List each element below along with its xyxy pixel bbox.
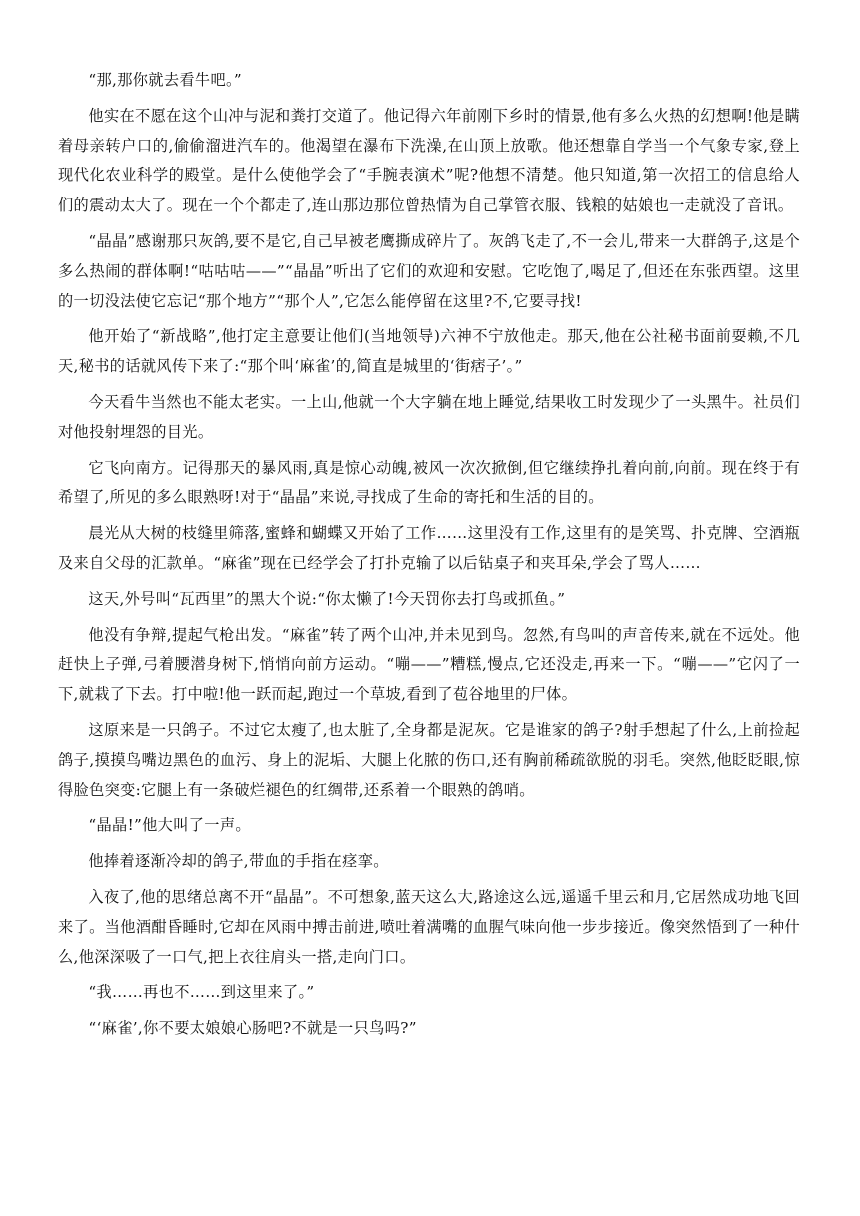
- paragraph: 他实在不愿在这个山冲与泥和粪打交道了。他记得六年前刚下乡时的情景,他有多么火热的幻想啊!他是瞒着母亲转户口的,偷偷溜进汽车的。他渴望在瀑布下洗澡,在山顶上放歌。他还想靠自学当一个气象专家,登上现代化农业科学的殿堂。是什么使他学会了“手腕表演术”呢?他想不清楚。他只知道,第一次招工的信息给人们的震动太大了。现在一个个都走了,连山那边那位曾热情为自己掌管衣服、钱粮的姑娘也一走就没了音讯。: [58, 106, 800, 215]
- paragraph: 这天,外号叫“瓦西里”的黑大个说:“你太懒了!今天罚你去打鸟或抓鱼。”: [88, 589, 566, 608]
- paragraph: 他没有争辩,提起气枪出发。“麻雀”转了两个山冲,并未见到鸟。忽然,有鸟叫的声音传来,就在不远处。他赶快上子弹,弓着腰潜身树下,悄悄向前方运动。“嘣——”糟糕,慢点,它还没走,再来一下。“嘣——”它闪了一下,就栽了下去。打中啦!他一跃而起,跑过一个草坡,看到了苞谷地里的尸体。: [58, 625, 800, 704]
- paragraph: 它飞向南方。记得那天的暴风雨,真是惊心动魄,被风一次次掀倒,但它继续挣扎着向前,向前。现在终于有希望了,所见的多么眼熟呀!对于“晶晶”来说,寻找成了生命的寄托和生活的目的。: [58, 458, 800, 507]
- paragraph: “那,那你就去看牛吧。”: [88, 71, 243, 89]
- paragraph: “我……再也不……到这里来了。”: [88, 983, 315, 1002]
- paragraph: “‘麻雀’,你不要太娘娘心肠吧?不就是一只鸟吗?”: [88, 1019, 417, 1038]
- paragraph: 他开始了“新战略”,他打定主意要让他们(当地领导)六神不宁放他走。那天,他在公社秘书面前耍赖,不几天,秘书的话就风传下来了:“那个叫‘麻雀’的,简直是城里的‘街痞子’。”: [58, 327, 800, 376]
- paragraph: 这原来是一只鸽子。不过它太瘦了,也太脏了,全身都是泥灰。它是谁家的鸽子?射手想起了什么,上前捡起鸽子,摸摸鸟嘴边黑色的血污、身上的泥垢、大腿上化脓的伤口,还有胸前稀疏欲脱的羽毛。突然,他眨眨眼,惊得脸色突变:它腿上有一条破烂褪色的红绸带,还系着一个眼熟的鸽哨。: [58, 720, 800, 799]
- paragraph: 晨光从大树的枝缝里筛落,蜜蜂和蝴蝶又开始了工作……这里没有工作,这里有的是笑骂、扑克牌、空酒瓶及来自父母的汇款单。“麻雀”现在已经学会了打扑克输了以后钻桌子和夹耳朵,学会了骂人……: [58, 524, 800, 572]
- paragraph: 入夜了,他的思绪总离不开“晶晶”。不可想象,蓝天这么大,路途这么远,遥遥千里云和月,它居然成功地飞回来了。当他酒酣昏睡时,它却在风雨中搏击前进,喷吐着满嘴的血腥气味向他一步步接近。像突然悟到了一种什么,他深深吸了一口气,把上衣往肩头一搭,走向门口。: [58, 887, 800, 966]
- paragraph: “晶晶!”他大叫了一声。: [88, 816, 251, 835]
- paragraph: 他捧着逐渐冷却的鸽子,带血的手指在痉挛。: [88, 852, 389, 871]
- paragraph: “晶晶”感谢那只灰鸽,要不是它,自己早被老鹰撕成碎片了。灰鸽飞走了,不一会儿,带来一大群鸽子,这是个多么热闹的群体啊!“咕咕咕——”“晶晶”听出了它们的欢迎和安慰。它吃饱了,喝足了,但还在东张西望。这里的一切没法使它忘记“那个地方”“那个人”,它怎么能停留在这里?不,它要寻找!: [58, 231, 800, 310]
- article-body: [58, 66, 800, 1050]
- paragraph: 今天看牛当然也不能太老实。一上山,他就一个大字躺在地上睡觉,结果收工时发现少了一头黑牛。社员们对他投射埋怨的目光。: [58, 392, 800, 441]
